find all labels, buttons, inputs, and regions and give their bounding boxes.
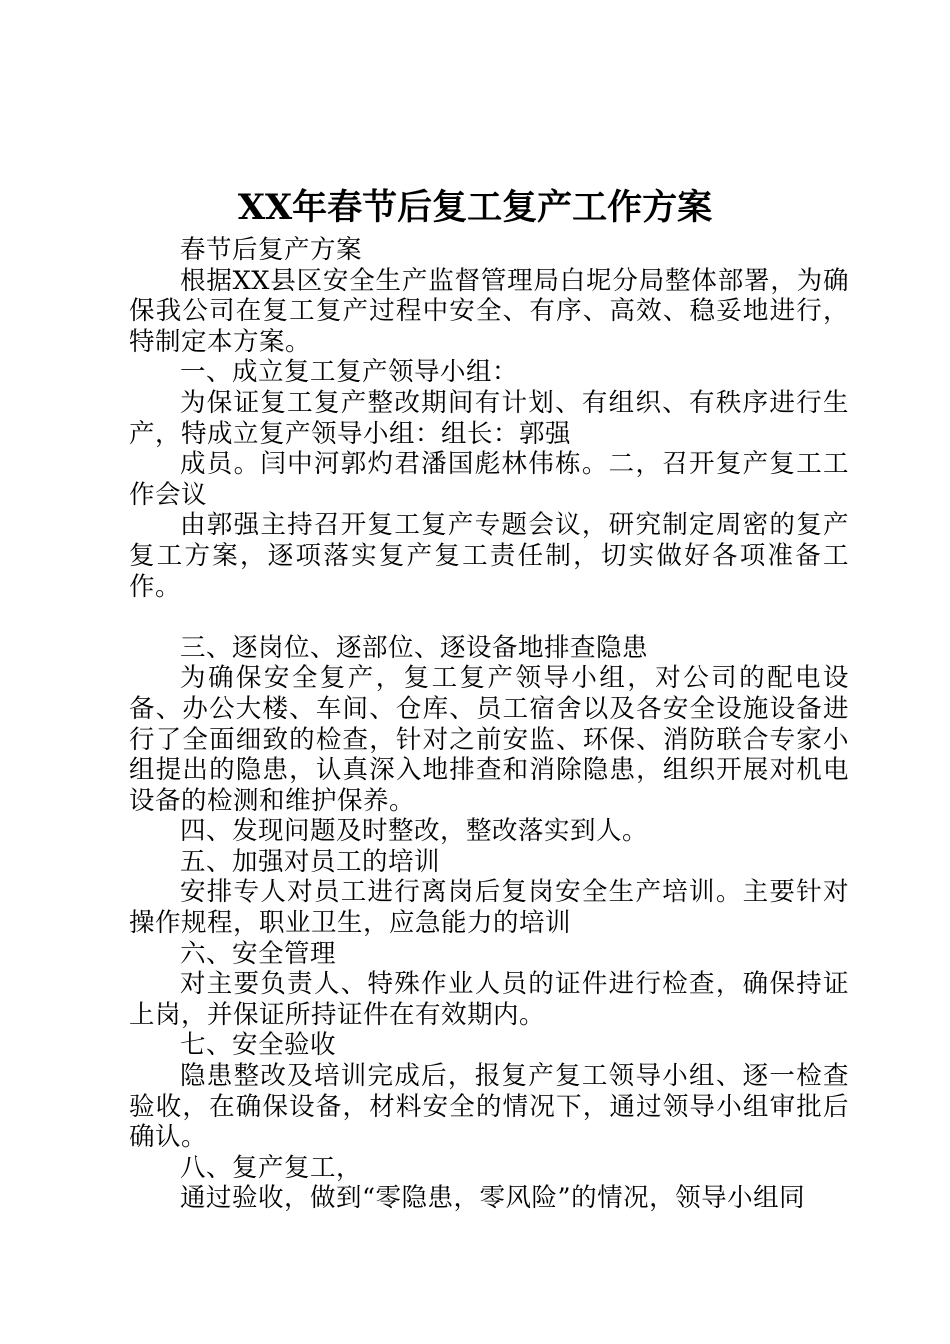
section-heading: 六、安全管理 bbox=[180, 938, 337, 969]
paragraph: 隐患整改及培训完成后，报复产复工领导小组、逐一检查验收，在确保设备，材料安全的情况下，通过领导小组审批后确认。 bbox=[129, 1061, 849, 1153]
paragraph: 对主要负责人、特殊作业人员的证件进行检查，确保持证上岗，并保证所持证件在有效期内。 bbox=[129, 969, 849, 1030]
document-title: XX年春节后复工复产工作方案 bbox=[237, 187, 713, 228]
section-heading: 五、加强对员工的培训 bbox=[180, 846, 441, 877]
paragraph: 为确保安全复产，复工复产领导小组，对公司的配电设备、办公大楼、车间、仓库、员工宿舍以及各安全设施设备进行了全面细致的检查，针对之前安监、环保、消防联合专家小组提出的隐患，认真深入地排查和消除隐患，组织开展对机电设备的检测和维护保养。 bbox=[129, 663, 849, 816]
paragraph: 为保证复工复产整改期间有计划、有组织、有秩序进行生产，特成立复产领导小组：组长：郭强 bbox=[129, 387, 849, 449]
paragraph: 通过验收，做到“零隐患，零风险”的情况，领导小组同 bbox=[180, 1183, 806, 1214]
section-heading: 七、安全验收 bbox=[180, 1030, 337, 1061]
paragraph: 春节后复产方案 bbox=[180, 235, 363, 265]
paragraph: 成员。闫中河郭灼君潘国彪林伟栋。二，召开复产复工工作会议 bbox=[129, 449, 849, 510]
section-heading: 四、发现问题及时整改，整改落实到人。 bbox=[180, 816, 649, 847]
section-heading: 一、成立复工复产领导小组： bbox=[180, 357, 519, 388]
section-heading: 三、逐岗位、逐部位、逐设备地排查隐患 bbox=[180, 632, 649, 663]
paragraph: 安排专人对员工进行离岗后复岗安全生产培训。主要针对操作规程，职业卫生，应急能力的培训 bbox=[129, 877, 849, 939]
paragraph: 根据XX县区安全生产监督管理局白坭分局整体部署，为确保我公司在复工复产过程中安全、有序、高效、稳妥地进行，特制定本方案。 bbox=[129, 265, 849, 357]
section-heading: 八、复产复工， bbox=[180, 1152, 363, 1183]
document-body bbox=[129, 235, 849, 1214]
paragraph: 由郭强主持召开复工复产专题会议，研究制定周密的复产复工方案，逐项落实复产复工责任制，切实做好各项准备工作。 bbox=[129, 510, 849, 602]
